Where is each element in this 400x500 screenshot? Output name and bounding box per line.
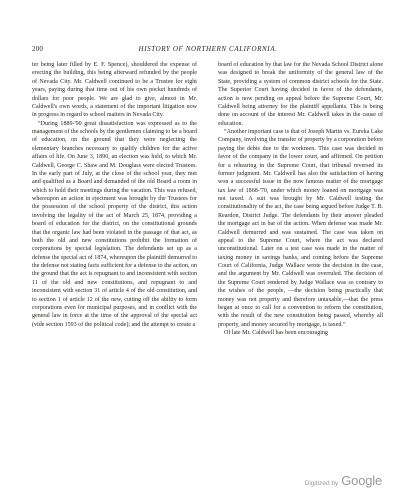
digitized-by-label: Digitized by: [304, 480, 339, 487]
right-column: [218, 61, 383, 337]
paragraph: “Another important case is that of Joseph Martin vs. Eureka Lake Company, involving the transfer of property by a corporation before paying the debts due to the workmen. This case was decided in favor of the company in the lower court, and affirmed. On petition for a rehearing in the Supreme Court, that tribunal reversed its former judgment. Mr. Caldwell has also the satisfaction of having won a successful issue in the now famous matter of the mortgage tax law of 1868-'70, under which money loaned on mortgage was not taxed. A suit was brought by Mr. Caldwell testing the constitutionality of the act, the case being argued before Judge T. B. Reardon, District Judge. The defendants by their answer pleaded the mortgage act in bar of the action. When defense was made Mr. Caldwell demurred and was sustained. The case was taken on appeal to the Supreme Court, where the act was declared unconstitutional. Later on a test case was made in the matter of taxing money in savings banks, and coming before the Supreme Court of California, Judge Wallace wrote the decision in the case, and the argument by Mr. Caldwell was overruled. The decision of the Supreme Court rendered by Judge Wallace was so contrary to the wishes of the people, —the decision being practically that money was not property and therefore untaxable,—that the press began at once to call for a convention to reform the constitution, with the result of the new constitution being passed, whereby all property, and money secured by mortgage, is taxed.”: [218, 129, 383, 328]
google-watermark: [305, 473, 382, 488]
paragraph: board of education by that law for the Nevada School District alone was designed to break the uniformity of the general law of the State, providing a system of common district schools for the State. The Superior Court having decided in favor of the defendants, action is now pending on appeal before the Supreme Court, Mr. Caldwell being attorney for the plaintiff appellants. This is being done on account of the interest Mr. Caldwell takes in the cause of education.: [218, 62, 383, 127]
running-head: HISTORY OF NORTHERN CALIFORNIA.: [138, 45, 278, 53]
page-number: 200: [32, 45, 44, 53]
paragraph: ter being later filled by E. F. Spence), shouldered the expense of erecting the building, this being afterward refunded by the people of Nevada City. Mr. Caldwell continued to be a Trustee for eight years, paying during that time out of his own pocket hundreds of dollars for poor people. We are glad to give, almost in Mr. Caldwell's own words, a statement of the important litigation now in progress in regard to school matters in Nevada City.: [32, 62, 197, 119]
page-header: [32, 45, 384, 57]
left-column: [32, 61, 197, 329]
book-page: [10, 10, 390, 490]
google-logo: Google: [341, 473, 382, 488]
paragraph: “During 1889-'90 great dissatisfaction was expressed as to the management of the schools by the gentlemen claiming to be a board of education, on the ground that they were neglecting the elementary branches necessary to qualify children for the active affairs of life. On June 3, 1890, an election was held, to which Mr. Caldwell, George C. Shaw and M. Douglass were elected Trustees. In the early part of July, at the close of the school year, they met and qualified as a Board and demanded of the old Board a room in which to hold their meetings during the vacation. This was refused, whereupon an action in ejectment was brought by the Trustees for the possession of the school property of the district, this action involving the legality of the act of March 25, 1874, providing a board of education for the district, on the constitutional grounds that the organic law had been violated in the passage of that act, as both the old and new constitutions prohibit the formation of corporations by special legislation. The defendants set up as a defense the special act of 1874, whereupon the plaintiff demurred to the defense not stating facts sufficient for a defense to the action, on the ground that the act is repugnant to and inconsistent with section 11 of the old and new constitutions, and repugnant to and inconsistent with section 31 of article 4 of the old constitution, and to section 1 of article 12 of the new, cutting off the ability to form corporations even for municipal purposes, and in conflict with the general law in force at the time of the approval of the special act (vide section 1593 of the political code); and the attempt to create a: [32, 120, 197, 328]
paragraph: Of late Mr. Caldwell has been encouraging: [224, 330, 328, 336]
